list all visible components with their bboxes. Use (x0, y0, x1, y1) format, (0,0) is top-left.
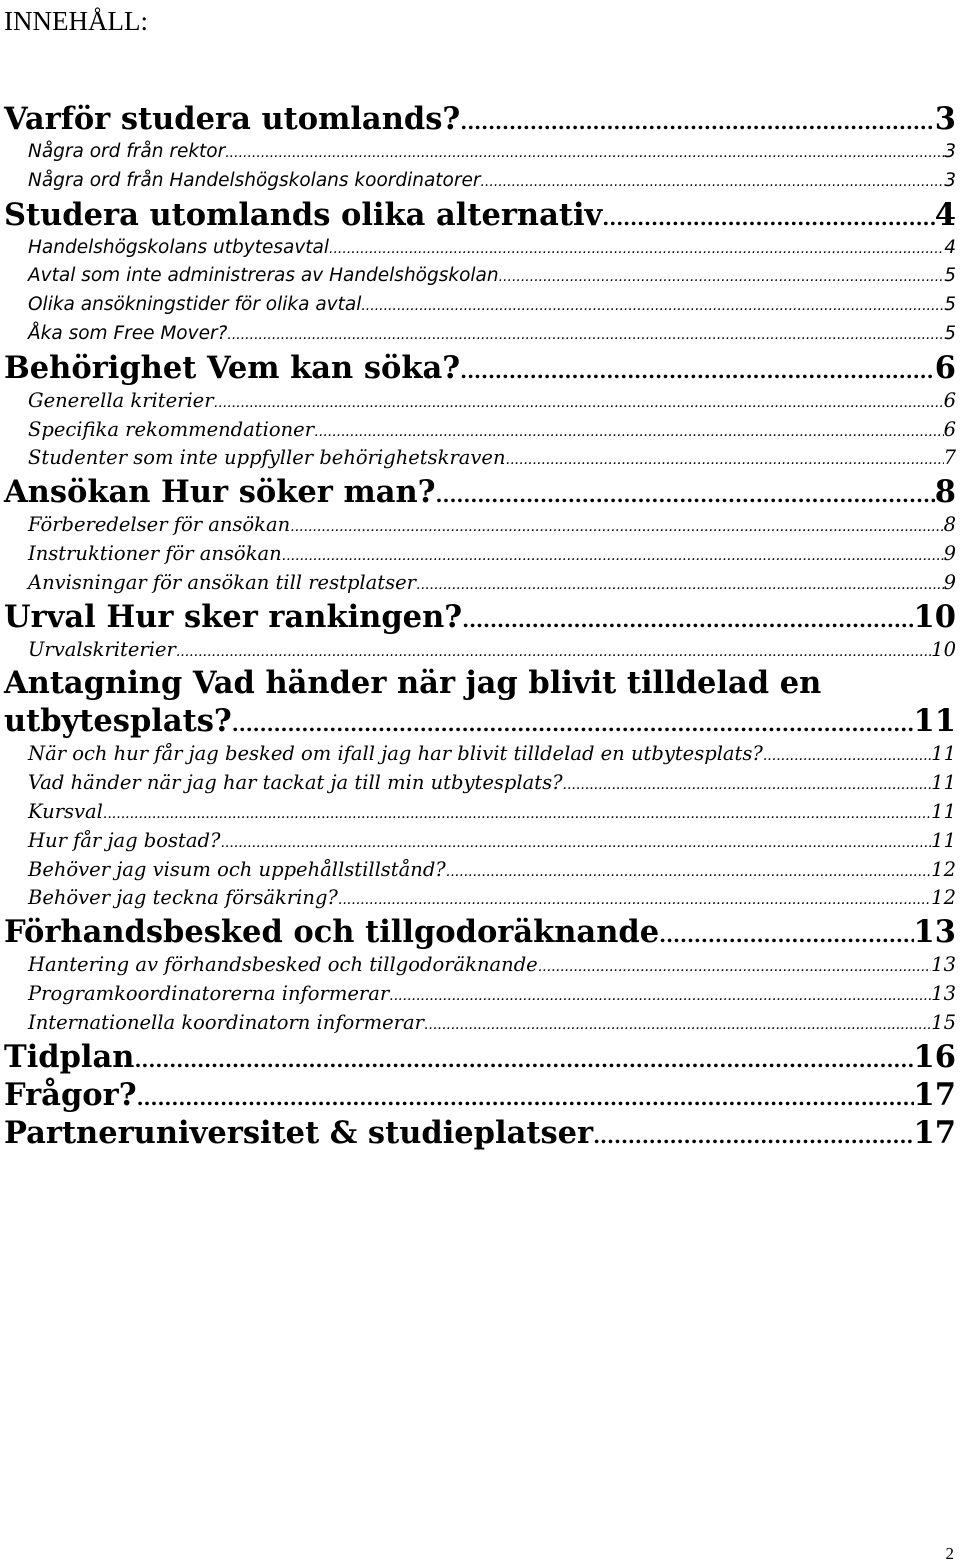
toc-leader-dots (227, 320, 944, 349)
toc-subentry[interactable] (0, 769, 960, 798)
toc-entry-title: Studenter som inte uppfyller behörighetskraven (28, 446, 506, 470)
toc-leader-dots (602, 196, 935, 234)
toc-subentry[interactable] (0, 320, 960, 349)
toc-entry-title: Vad händer när jag har tackat ja till min utbytesplats? (28, 771, 563, 795)
toc-leader-dots (460, 349, 935, 387)
table-of-contents (0, 100, 960, 1152)
toc-leader-dots (563, 769, 932, 798)
toc-entry-page: 13 (931, 953, 956, 977)
toc-leader-dots (314, 416, 944, 445)
toc-entry-title: Ansökan Hur söker man? (4, 474, 436, 511)
toc-leader-dots (480, 167, 944, 196)
toc-entry-page: 10 (913, 598, 956, 635)
toc-entry-continuation[interactable] (0, 702, 960, 740)
toc-entry[interactable] (0, 598, 960, 636)
toc-entry-page: 3 (934, 101, 956, 137)
toc-entry-title: Programkoordinatorerna informerar (28, 981, 390, 1005)
toc-entry-title: Hantering av förhandsbesked och tillgodoräknande (28, 953, 538, 977)
toc-entry-page: 13 (913, 914, 956, 951)
toc-entry-page: 5 (944, 294, 956, 316)
toc-entry-page: 9 (943, 570, 956, 594)
toc-entry-title: Specifika rekommendationer (28, 417, 315, 441)
toc-subentry[interactable] (0, 1009, 960, 1038)
toc-entry[interactable] (0, 473, 960, 511)
toc-entry-title: Förhandsbesked och tillgodoräknande (4, 914, 660, 951)
toc-entry-page: 4 (944, 236, 956, 258)
toc-leader-dots (389, 980, 931, 1009)
toc-entry-title: Avtal som inte administreras av Handelshögskolan (28, 265, 499, 287)
toc-subentry[interactable] (0, 291, 960, 320)
toc-subentry[interactable] (0, 262, 960, 291)
toc-entry-title: Åka som Free Mover? (28, 322, 228, 344)
toc-entry-page: 17 (913, 1114, 956, 1151)
page-number: 2 (945, 1544, 954, 1563)
toc-entry-title: Förberedelser för ansökan (28, 513, 291, 537)
toc-entry-page: 11 (931, 742, 956, 766)
toc-entry-page: 4 (934, 196, 956, 233)
toc-subentry[interactable] (0, 234, 960, 263)
toc-entry-title: Hur får jag bostad? (28, 828, 221, 852)
toc-leader-dots (659, 913, 913, 951)
toc-leader-dots (134, 1038, 913, 1076)
toc-entry-page: 13 (931, 981, 956, 1005)
toc-entry-page: 11 (931, 799, 956, 823)
toc-leader-dots (416, 569, 944, 598)
toc-entry[interactable] (0, 196, 960, 234)
toc-entry-title: Behöver jag teckna försäkring? (28, 886, 338, 910)
toc-entry-title: Varför studera utomlands? (4, 101, 461, 137)
toc-subentry[interactable] (0, 387, 960, 416)
toc-leader-dots (361, 291, 944, 320)
toc-entry-page: 6 (943, 417, 956, 441)
toc-leader-dots (538, 951, 931, 980)
toc-entry-page: 6 (934, 349, 956, 386)
toc-entry-page: 12 (931, 886, 956, 910)
toc-leader-dots (329, 234, 944, 263)
toc-subentry[interactable] (0, 511, 960, 540)
toc-entry[interactable] (0, 664, 960, 702)
toc-leader-dots (506, 444, 944, 473)
toc-entry-page: 3 (944, 141, 956, 162)
toc-entry-title: Anvisningar för ansökan till restplatser (28, 570, 416, 594)
toc-entry-page: 7 (943, 446, 956, 470)
toc-subentry[interactable] (0, 138, 960, 167)
toc-entry[interactable] (0, 349, 960, 387)
toc-entry-title: Studera utomlands olika alternativ (4, 196, 603, 233)
toc-entry-title: Handelshögskolans utbytesavtal (28, 236, 330, 258)
toc-leader-dots (137, 1076, 914, 1114)
toc-leader-dots (424, 1009, 931, 1038)
toc-entry-page: 15 (931, 1010, 956, 1034)
toc-subentry[interactable] (0, 951, 960, 980)
toc-subentry[interactable] (0, 444, 960, 473)
toc-subentry[interactable] (0, 167, 960, 196)
toc-leader-dots (460, 100, 935, 138)
toc-subentry[interactable] (0, 798, 960, 827)
toc-entry-page: 16 (913, 1038, 956, 1075)
toc-entry-title: Tidplan (4, 1038, 135, 1075)
toc-entry-page: 11 (931, 828, 956, 852)
toc-entry-title: Behöver jag visum och uppehållstillstånd? (28, 857, 446, 881)
toc-entry-title: Några ord från Handelshögskolans koordinatorer (28, 169, 481, 191)
toc-entry-page: 8 (934, 474, 956, 511)
toc-subentry[interactable] (0, 636, 960, 665)
toc-leader-dots (214, 387, 944, 416)
toc-leader-dots (282, 540, 944, 569)
toc-entry[interactable] (0, 1038, 960, 1076)
toc-entry-title: Urvalskriterier (28, 637, 176, 661)
toc-subentry[interactable] (0, 980, 960, 1009)
toc-leader-dots (462, 598, 913, 636)
toc-subentry[interactable] (0, 827, 960, 856)
toc-entry-page: 8 (943, 513, 956, 537)
toc-entry-title: Urval Hur sker rankingen? (4, 598, 463, 635)
toc-entry[interactable] (0, 100, 960, 138)
toc-entry-page: 11 (931, 771, 956, 795)
toc-entry-title: Olika ansökningstider för olika avtal (28, 294, 362, 316)
toc-entry-page: 10 (931, 637, 956, 661)
toc-entry-page: 6 (943, 388, 956, 412)
toc-subentry[interactable] (0, 740, 960, 769)
toc-entry-title: Behörighet Vem kan söka? (4, 349, 461, 386)
toc-entry-title: Internationella koordinatorn informerar (28, 1010, 424, 1034)
toc-entry-title-continuation: utbytesplats? (4, 703, 232, 740)
toc-entry-page: 5 (944, 322, 956, 344)
toc-entry[interactable] (0, 1076, 960, 1114)
toc-subentry[interactable] (0, 856, 960, 885)
toc-entry-title: Generella kriterier (28, 388, 214, 412)
toc-leader-dots (436, 473, 935, 511)
toc-entry-title: Instruktioner för ansökan (28, 541, 282, 565)
toc-leader-dots (232, 702, 914, 740)
toc-leader-dots (225, 138, 944, 167)
toc-entry-title: Frågor? (4, 1076, 137, 1113)
toc-entry-page: 17 (913, 1076, 956, 1113)
toc-leader-dots (446, 856, 931, 885)
toc-entry-title: Kursval (28, 799, 103, 823)
toc-entry-title: När och hur får jag besked om ifall jag har blivit tilldelad en utbytesplats? (28, 742, 763, 766)
toc-leader-dots (220, 827, 931, 856)
toc-entry-title: Antagning Vad händer när jag blivit tilldelad en (4, 665, 822, 702)
toc-leader-dots (290, 511, 943, 540)
toc-subentry[interactable] (0, 416, 960, 445)
toc-entry-page: 5 (944, 265, 956, 287)
toc-entry-title: Partneruniversitet & studieplatser (4, 1114, 594, 1151)
toc-leader-dots (593, 1114, 913, 1152)
toc-entry-title: Några ord från rektor (28, 141, 226, 162)
toc-entry-page: 11 (913, 703, 956, 740)
toc-entry[interactable] (0, 913, 960, 951)
toc-leader-dots (176, 636, 931, 665)
toc-subentry[interactable] (0, 540, 960, 569)
toc-entry-page: 3 (944, 169, 956, 191)
toc-leader-dots (103, 798, 931, 827)
toc-entry-page: 12 (931, 857, 956, 881)
toc-entry[interactable] (0, 1114, 960, 1152)
page-title: INNEHÅLL: (4, 6, 148, 36)
toc-entry-page: 9 (943, 541, 956, 565)
toc-leader-dots (763, 740, 931, 769)
toc-subentry[interactable] (0, 569, 960, 598)
toc-leader-dots (499, 262, 945, 291)
toc-subentry[interactable] (0, 884, 960, 913)
toc-leader-dots (338, 884, 931, 913)
